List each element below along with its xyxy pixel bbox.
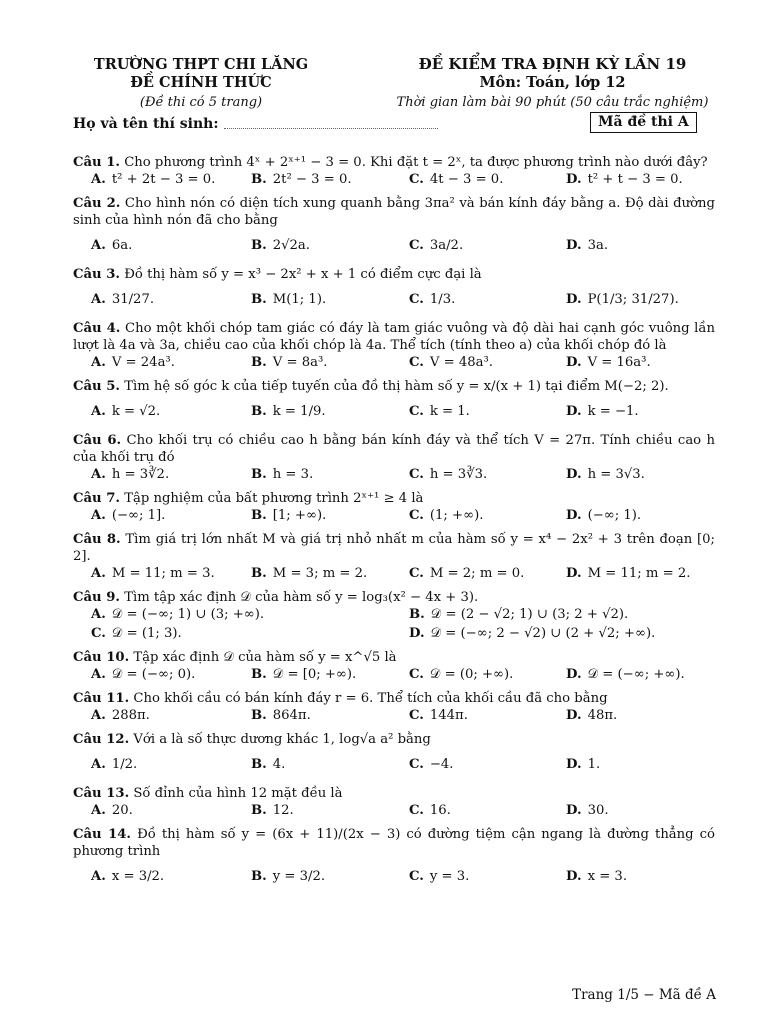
answer-option — [409, 756, 454, 773]
option-letter: C. — [409, 757, 424, 772]
question-stem: Đồ thị hàm số y = (6x + 11)/(2x − 3) có đường tiệm cận ngang là đường thẳng có phương trình — [73, 827, 715, 859]
answer-option — [409, 868, 469, 885]
option-text: 𝒟 = [0; +∞). — [272, 667, 357, 682]
option-text: 2√2a. — [272, 238, 310, 253]
option-text: 3a. — [587, 238, 609, 253]
option-letter: C. — [409, 238, 424, 253]
option-letter: D. — [566, 508, 582, 523]
question-item — [73, 490, 715, 526]
answer-option — [409, 466, 487, 483]
option-text: 864π. — [272, 708, 311, 723]
option-text: 1. — [587, 757, 601, 772]
answer-option — [566, 237, 608, 254]
option-letter: C. — [409, 355, 424, 370]
option-text: 48π. — [587, 708, 618, 723]
option-letter: C. — [409, 708, 424, 723]
answer-option — [566, 403, 639, 420]
option-row — [73, 565, 715, 584]
option-text: k = −1. — [587, 404, 639, 419]
option-letter: A. — [91, 667, 106, 682]
option-letter: B. — [251, 708, 267, 723]
answer-option — [91, 756, 137, 773]
page-footer: Trang 1/5 − Mã đề A — [572, 987, 716, 1003]
option-row — [73, 606, 715, 625]
option-text: 31/27. — [111, 292, 155, 307]
question-stem: Tập nghiệm của bất phương trình 2ˣ⁺¹ ≥ 4 là — [124, 491, 424, 506]
option-text: M = 2; m = 0. — [429, 566, 525, 581]
student-name-label: Họ và tên thí sinh: — [73, 116, 219, 132]
option-text: k = 1. — [429, 404, 470, 419]
option-text: 1/3. — [429, 292, 456, 307]
option-row — [73, 707, 715, 726]
option-text: h = 3. — [272, 467, 314, 482]
option-letter: C. — [409, 566, 424, 581]
question-text — [73, 826, 715, 860]
option-row — [73, 395, 715, 427]
answer-option — [91, 565, 215, 582]
question-item — [73, 690, 715, 726]
answer-option — [409, 237, 463, 254]
option-text: 288π. — [111, 708, 150, 723]
option-row — [73, 625, 715, 644]
option-letter: A. — [91, 803, 106, 818]
exam-title: ĐỀ KIỂM TRA ĐỊNH KỲ LẦN 19 — [418, 55, 687, 73]
question-number: Câu 9. — [73, 590, 120, 605]
option-text: x = 3/2. — [111, 869, 165, 884]
option-text: −4. — [429, 757, 454, 772]
option-letter: A. — [91, 467, 106, 482]
answer-option — [91, 237, 132, 254]
option-text: 4t − 3 = 0. — [429, 172, 504, 187]
option-text: 6a. — [111, 238, 133, 253]
option-text: V = 8a³. — [272, 355, 328, 370]
option-text: 3a/2. — [429, 238, 464, 253]
question-item — [73, 154, 715, 190]
option-text: 4. — [272, 757, 286, 772]
option-letter: C. — [409, 508, 424, 523]
option-row — [73, 802, 715, 821]
answer-option — [251, 466, 313, 483]
answer-option — [409, 606, 628, 623]
option-row — [73, 229, 715, 261]
question-stem: Tìm giá trị lớn nhất M và giá trị nhỏ nhất m của hàm số y = x⁴ − 2x² + 3 trên đoạn [0; 2]. — [73, 532, 715, 564]
answer-option — [409, 291, 455, 308]
question-stem: Tìm hệ số góc k của tiếp tuyến của đồ thị hàm số y = x/(x + 1) tại điểm M(−2; 2). — [124, 379, 669, 394]
option-letter: D. — [566, 566, 582, 581]
option-text: M = 11; m = 2. — [587, 566, 691, 581]
answer-option — [409, 507, 483, 524]
option-letter: A. — [91, 869, 106, 884]
option-text: k = 1/9. — [272, 404, 326, 419]
option-text: 20. — [111, 803, 133, 818]
answer-option — [91, 507, 165, 524]
option-letter: C. — [91, 626, 106, 641]
option-text: y = 3/2. — [272, 869, 326, 884]
option-letter: B. — [251, 803, 267, 818]
answer-option — [251, 237, 310, 254]
answer-option — [409, 403, 470, 420]
option-letter: B. — [251, 869, 267, 884]
time-info: Thời gian làm bài 90 phút (50 câu trắc nghiệm) — [396, 95, 709, 110]
option-text: V = 16a³. — [587, 355, 651, 370]
question-number: Câu 2. — [73, 196, 121, 211]
option-letter: A. — [91, 238, 106, 253]
answer-option — [409, 354, 493, 371]
answer-option — [566, 354, 651, 371]
option-letter: C. — [409, 803, 424, 818]
option-row — [73, 507, 715, 526]
answer-option — [566, 868, 627, 885]
option-text: V = 24a³. — [111, 355, 175, 370]
option-text: 2t² − 3 = 0. — [272, 172, 352, 187]
answer-option — [251, 666, 356, 683]
question-text — [73, 589, 715, 606]
option-letter: B. — [251, 172, 267, 187]
question-item — [73, 378, 715, 427]
answer-option — [91, 291, 154, 308]
exam-code: Mã đề thi A — [590, 112, 697, 133]
option-text: [1; +∞). — [272, 508, 327, 523]
answer-option — [251, 171, 352, 188]
question-number: Câu 11. — [73, 691, 130, 706]
question-stem: Cho phương trình 4ˣ + 2ˣ⁺¹ − 3 = 0. Khi đặt t = 2ˣ, ta được phương trình nào dưới đây? — [124, 155, 708, 170]
answer-option — [566, 466, 645, 483]
answer-option — [409, 802, 451, 819]
question-text — [73, 531, 715, 565]
official-label: ĐỀ CHÍNH THỨC — [130, 74, 272, 91]
answer-option — [91, 606, 264, 623]
question-stem: Số đỉnh của hình 12 mặt đều là — [133, 786, 343, 801]
option-text: 𝒟 = (−∞; +∞). — [587, 667, 685, 682]
option-letter: A. — [91, 708, 106, 723]
question-stem: Cho hình nón có diện tích xung quanh bằng 3πa² và bán kính đáy bằng a. Độ dài đường sinh của hình nón đã cho bằng — [73, 196, 715, 228]
option-text: 1/2. — [111, 757, 138, 772]
exam-header — [0, 52, 768, 162]
option-letter: A. — [91, 757, 106, 772]
option-text: 𝒟 = (−∞; 0). — [111, 667, 196, 682]
answer-option — [566, 707, 617, 724]
answer-option — [251, 291, 326, 308]
question-item — [73, 826, 715, 892]
option-letter: C. — [409, 667, 424, 682]
option-text: 144π. — [429, 708, 468, 723]
option-letter: C. — [409, 869, 424, 884]
question-item — [73, 320, 715, 373]
answer-option — [409, 707, 468, 724]
answer-option — [91, 171, 215, 188]
question-text — [73, 320, 715, 354]
option-text: h = 3√3. — [587, 467, 645, 482]
option-letter: A. — [91, 355, 106, 370]
question-number: Câu 1. — [73, 155, 120, 170]
question-text — [73, 378, 715, 395]
question-item — [73, 649, 715, 685]
option-letter: D. — [566, 404, 582, 419]
option-letter: A. — [91, 404, 106, 419]
option-text: (−∞; 1). — [587, 508, 642, 523]
option-letter: C. — [409, 292, 424, 307]
answer-option — [409, 666, 513, 683]
question-number: Câu 14. — [73, 827, 132, 842]
question-text — [73, 690, 715, 707]
question-text — [73, 490, 715, 507]
option-letter: D. — [566, 355, 582, 370]
option-letter: D. — [566, 708, 582, 723]
option-letter: C. — [409, 404, 424, 419]
option-letter: A. — [91, 566, 106, 581]
answer-option — [91, 802, 133, 819]
answer-option — [566, 666, 685, 683]
option-text: V = 48a³. — [429, 355, 493, 370]
question-stem: Tìm tập xác định 𝒟 của hàm số y = log₃(x² − 4x + 3). — [124, 590, 479, 605]
option-row — [73, 171, 715, 190]
option-letter: D. — [566, 172, 582, 187]
answer-option — [251, 802, 294, 819]
option-text: t² + 2t − 3 = 0. — [111, 172, 216, 187]
question-number: Câu 4. — [73, 321, 121, 336]
option-letter: A. — [91, 292, 106, 307]
question-item — [73, 266, 715, 315]
option-letter: D. — [566, 467, 582, 482]
option-letter: B. — [251, 757, 267, 772]
answer-option — [91, 868, 164, 885]
question-text — [73, 154, 715, 171]
question-stem: Cho khối cầu có bán kính đáy r = 6. Thể tích của khối cầu đã cho bằng — [133, 691, 608, 706]
option-letter: A. — [91, 172, 106, 187]
page-count: (Đề thi có 5 trang) — [139, 95, 263, 110]
option-letter: A. — [91, 607, 106, 622]
answer-option — [251, 403, 326, 420]
question-text — [73, 266, 715, 283]
student-name-field — [224, 116, 438, 129]
option-letter: D. — [566, 869, 582, 884]
question-item — [73, 195, 715, 261]
answer-option — [91, 666, 195, 683]
option-text: h = 3∛3. — [429, 467, 488, 482]
question-text — [73, 432, 715, 466]
question-stem: Đồ thị hàm số y = x³ − 2x² + x + 1 có điểm cực đại là — [124, 267, 482, 282]
subject: Môn: Toán, lớp 12 — [479, 74, 626, 91]
question-number: Câu 6. — [73, 433, 122, 448]
option-text: 12. — [272, 803, 294, 818]
option-letter: B. — [251, 667, 267, 682]
school-name: TRƯỜNG THPT CHI LĂNG — [93, 56, 309, 73]
option-letter: B. — [251, 467, 267, 482]
option-letter: B. — [251, 404, 267, 419]
answer-option — [251, 354, 327, 371]
question-number: Câu 7. — [73, 491, 120, 506]
answer-option — [566, 565, 690, 582]
option-text: y = 3. — [429, 869, 470, 884]
option-text: M(1; 1). — [272, 292, 327, 307]
option-text: (1; +∞). — [429, 508, 484, 523]
option-letter: C. — [409, 467, 424, 482]
option-row — [73, 860, 715, 892]
answer-option — [409, 625, 655, 642]
option-text: M = 11; m = 3. — [111, 566, 215, 581]
option-text: 𝒟 = (−∞; 1) ∪ (3; +∞). — [111, 607, 265, 622]
question-list — [73, 154, 715, 897]
question-text — [73, 785, 715, 802]
question-stem: Cho một khối chóp tam giác có đáy là tam giác vuông và độ dài hai cạnh góc vuông lần lượt là 4a và 3a, chiều cao của khối chóp là 4a. Thể tích (tính theo a) của khối chóp đó là — [73, 321, 715, 353]
answer-option — [251, 868, 325, 885]
question-number: Câu 13. — [73, 786, 130, 801]
answer-option — [251, 565, 367, 582]
answer-option — [251, 756, 285, 773]
question-item — [73, 785, 715, 821]
option-row — [73, 666, 715, 685]
answer-option — [91, 403, 160, 420]
option-text: k = √2. — [111, 404, 161, 419]
question-text — [73, 731, 715, 748]
option-text: h = 3∛2. — [111, 467, 170, 482]
answer-option — [566, 171, 683, 188]
question-item — [73, 731, 715, 780]
answer-option — [409, 171, 503, 188]
answer-option — [91, 625, 182, 642]
option-letter: D. — [409, 626, 425, 641]
option-row — [73, 283, 715, 315]
answer-option — [566, 756, 600, 773]
option-letter: B. — [251, 238, 267, 253]
question-stem: Với a là số thực dương khác 1, log√a a² bằng — [133, 732, 431, 747]
answer-option — [566, 291, 679, 308]
option-text: 𝒟 = (1; 3). — [111, 626, 182, 641]
question-number: Câu 10. — [73, 650, 130, 665]
option-row — [73, 466, 715, 485]
option-text: 𝒟 = (0; +∞). — [429, 667, 514, 682]
option-letter: D. — [566, 238, 582, 253]
question-text — [73, 195, 715, 229]
option-letter: B. — [409, 607, 425, 622]
option-letter: C. — [409, 172, 424, 187]
option-letter: A. — [91, 508, 106, 523]
answer-option — [409, 565, 524, 582]
answer-option — [251, 707, 311, 724]
answer-option — [91, 466, 169, 483]
option-text: t² + t − 3 = 0. — [587, 172, 683, 187]
question-stem: Tập xác định 𝒟 của hàm số y = x^√5 là — [133, 650, 397, 665]
question-item — [73, 531, 715, 584]
answer-option — [251, 507, 326, 524]
option-letter: D. — [566, 667, 582, 682]
question-item — [73, 432, 715, 485]
option-letter: B. — [251, 355, 267, 370]
option-row — [73, 748, 715, 780]
question-item — [73, 589, 715, 644]
option-text: 16. — [429, 803, 451, 818]
option-letter: D. — [566, 292, 582, 307]
answer-option — [91, 354, 175, 371]
question-number: Câu 12. — [73, 732, 130, 747]
option-text: M = 3; m = 2. — [272, 566, 368, 581]
option-letter: B. — [251, 508, 267, 523]
option-row — [73, 354, 715, 373]
option-text: x = 3. — [587, 869, 628, 884]
option-letter: B. — [251, 292, 267, 307]
option-letter: D. — [566, 757, 582, 772]
option-text: 30. — [587, 803, 609, 818]
question-stem: Cho khối trụ có chiều cao h bằng bán kính đáy và thể tích V = 27π. Tính chiều cao h của khối trụ đó — [73, 433, 715, 465]
option-text: P(1/3; 31/27). — [587, 292, 679, 307]
answer-option — [566, 507, 641, 524]
option-text: (−∞; 1]. — [111, 508, 166, 523]
answer-option — [566, 802, 609, 819]
answer-option — [91, 707, 150, 724]
question-number: Câu 3. — [73, 267, 120, 282]
question-number: Câu 8. — [73, 532, 121, 547]
question-number: Câu 5. — [73, 379, 120, 394]
option-text: 𝒟 = (−∞; 2 − √2) ∪ (2 + √2; +∞). — [430, 626, 656, 641]
question-text — [73, 649, 715, 666]
option-text: 𝒟 = (2 − √2; 1) ∪ (3; 2 + √2). — [430, 607, 629, 622]
option-letter: B. — [251, 566, 267, 581]
option-letter: D. — [566, 803, 582, 818]
